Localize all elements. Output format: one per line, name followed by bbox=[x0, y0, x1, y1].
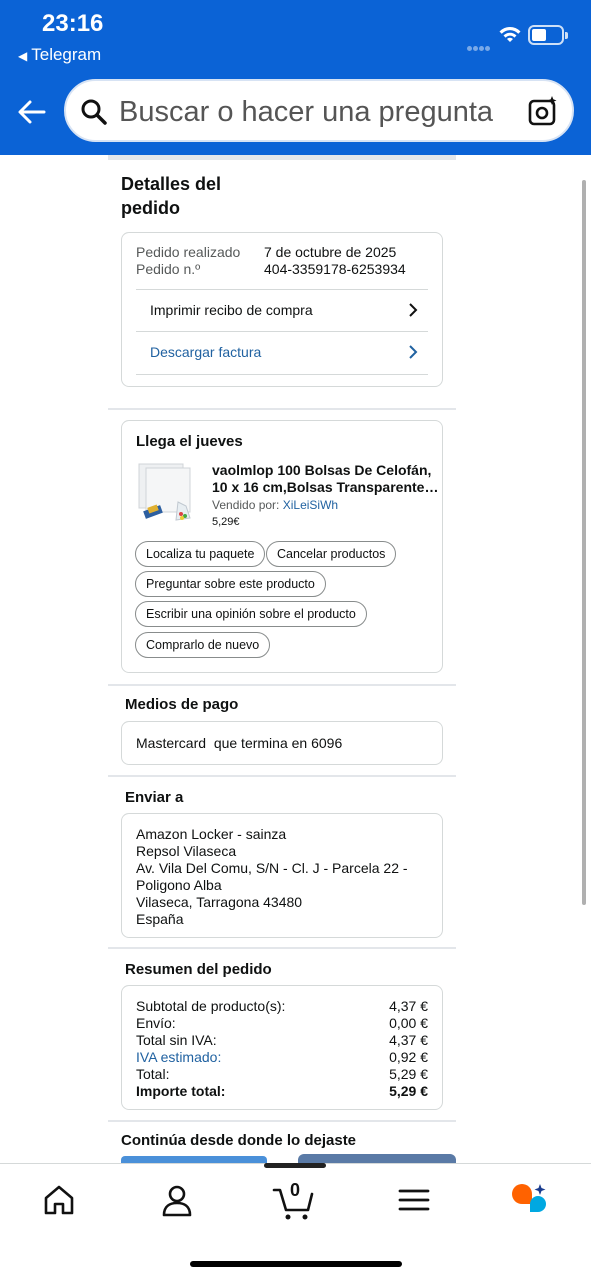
home-icon[interactable] bbox=[41, 1182, 77, 1218]
address-line: España bbox=[136, 911, 184, 927]
buy-again-button[interactable]: Comprarlo de nuevo bbox=[135, 632, 270, 658]
seller-link[interactable]: XiLeiSiWh bbox=[282, 498, 339, 512]
product-image[interactable] bbox=[136, 462, 198, 524]
continue-title: Continúa desde donde lo dejaste bbox=[121, 1132, 357, 1149]
section-divider bbox=[108, 155, 456, 160]
summary-row: Total: 5,29 € bbox=[136, 1066, 428, 1082]
home-indicator[interactable] bbox=[190, 1261, 402, 1267]
scrollbar[interactable] bbox=[582, 180, 586, 905]
address-line: Vilaseca, Tarragona 43480 bbox=[136, 894, 303, 910]
search-bar[interactable] bbox=[64, 79, 574, 142]
summary-row: Total sin IVA: 4,37 € bbox=[136, 1032, 428, 1048]
chevron-right-icon bbox=[408, 303, 418, 317]
address-line: Repsol Vilaseca bbox=[136, 843, 237, 859]
arrival-date: Llega el jueves bbox=[136, 433, 243, 450]
download-invoice-link: Descargar factura bbox=[150, 344, 262, 360]
write-review-button[interactable]: Escribir una opinión sobre el producto bbox=[135, 601, 367, 627]
ask-product-button[interactable]: Preguntar sobre este producto bbox=[135, 571, 326, 597]
summary-row: Subtotal de producto(s): 4,37 € bbox=[136, 998, 428, 1014]
back-to-telegram[interactable]: ◀ Telegram bbox=[18, 45, 102, 64]
camera-icon[interactable] bbox=[527, 95, 559, 127]
vat-link[interactable]: IVA estimado: bbox=[136, 1049, 222, 1065]
account-icon[interactable] bbox=[159, 1182, 195, 1218]
order-details-title: Detalles del pedido bbox=[121, 174, 222, 218]
wifi-icon bbox=[498, 24, 522, 44]
summary-rows bbox=[136, 998, 428, 1100]
search-input[interactable]: Buscar o hacer una pregunta bbox=[119, 96, 494, 128]
payment-method: Mastercard que termina en 6096 bbox=[136, 735, 343, 751]
product-title-line1[interactable]: vaolmlop 100 Bolsas De Celofán, bbox=[212, 462, 432, 478]
search-icon bbox=[80, 98, 108, 126]
address-line: Amazon Locker - sainza bbox=[136, 826, 287, 842]
cart-button[interactable] bbox=[272, 1182, 316, 1222]
print-receipt-label: Imprimir recibo de compra bbox=[150, 302, 313, 318]
product-thumbnail-icon bbox=[136, 462, 198, 524]
summary-row: Envío: 0,00 € bbox=[136, 1015, 428, 1031]
chevron-right-icon bbox=[408, 345, 418, 359]
ship-to-title: Enviar a bbox=[125, 789, 184, 806]
rufus-icon[interactable] bbox=[510, 1182, 550, 1222]
print-receipt-row[interactable] bbox=[136, 289, 428, 331]
address-line: Poligono Alba bbox=[136, 877, 222, 893]
address-line: Av. Vila Del Comu, S/N - Cl. J - Parcela 22 - bbox=[136, 860, 408, 876]
status-time: 23:16 bbox=[42, 10, 104, 37]
section-divider bbox=[108, 408, 456, 410]
battery-icon bbox=[528, 25, 564, 45]
section-divider bbox=[108, 775, 456, 777]
section-divider bbox=[108, 947, 456, 949]
address-block bbox=[136, 826, 408, 928]
signal-icon bbox=[467, 38, 495, 44]
order-date-value: 7 de octubre de 2025 bbox=[264, 244, 397, 260]
summary-title: Resumen del pedido bbox=[125, 961, 272, 978]
cancel-products-button[interactable]: Cancelar productos bbox=[266, 541, 396, 567]
product-price: 5,29€ bbox=[212, 516, 240, 528]
summary-row: IVA estimado: 0,92 € bbox=[136, 1049, 428, 1065]
back-triangle-icon: ◀ bbox=[18, 49, 28, 63]
order-number-label: Pedido n.º bbox=[136, 261, 201, 277]
cart-count: 0 bbox=[290, 1180, 301, 1200]
summary-total-row: Importe total: 5,29 € bbox=[136, 1083, 428, 1099]
product-title-line2[interactable]: 10 x 16 cm,Bolsas Transparente… bbox=[212, 479, 439, 495]
track-package-button[interactable]: Localiza tu paquete bbox=[135, 541, 265, 567]
payment-title: Medios de pago bbox=[125, 696, 239, 713]
app-header bbox=[0, 0, 591, 155]
section-divider bbox=[108, 1120, 456, 1122]
section-divider bbox=[108, 684, 456, 686]
sheet-handle[interactable] bbox=[264, 1163, 326, 1168]
sold-by: Vendido por: XiLeiSiWh bbox=[212, 498, 339, 512]
order-date-label: Pedido realizado bbox=[136, 244, 241, 260]
download-invoice-row[interactable] bbox=[136, 331, 428, 375]
order-number-value: 404-3359178-6253934 bbox=[264, 261, 406, 277]
back-arrow-icon[interactable] bbox=[14, 94, 50, 130]
menu-icon[interactable] bbox=[396, 1182, 432, 1218]
